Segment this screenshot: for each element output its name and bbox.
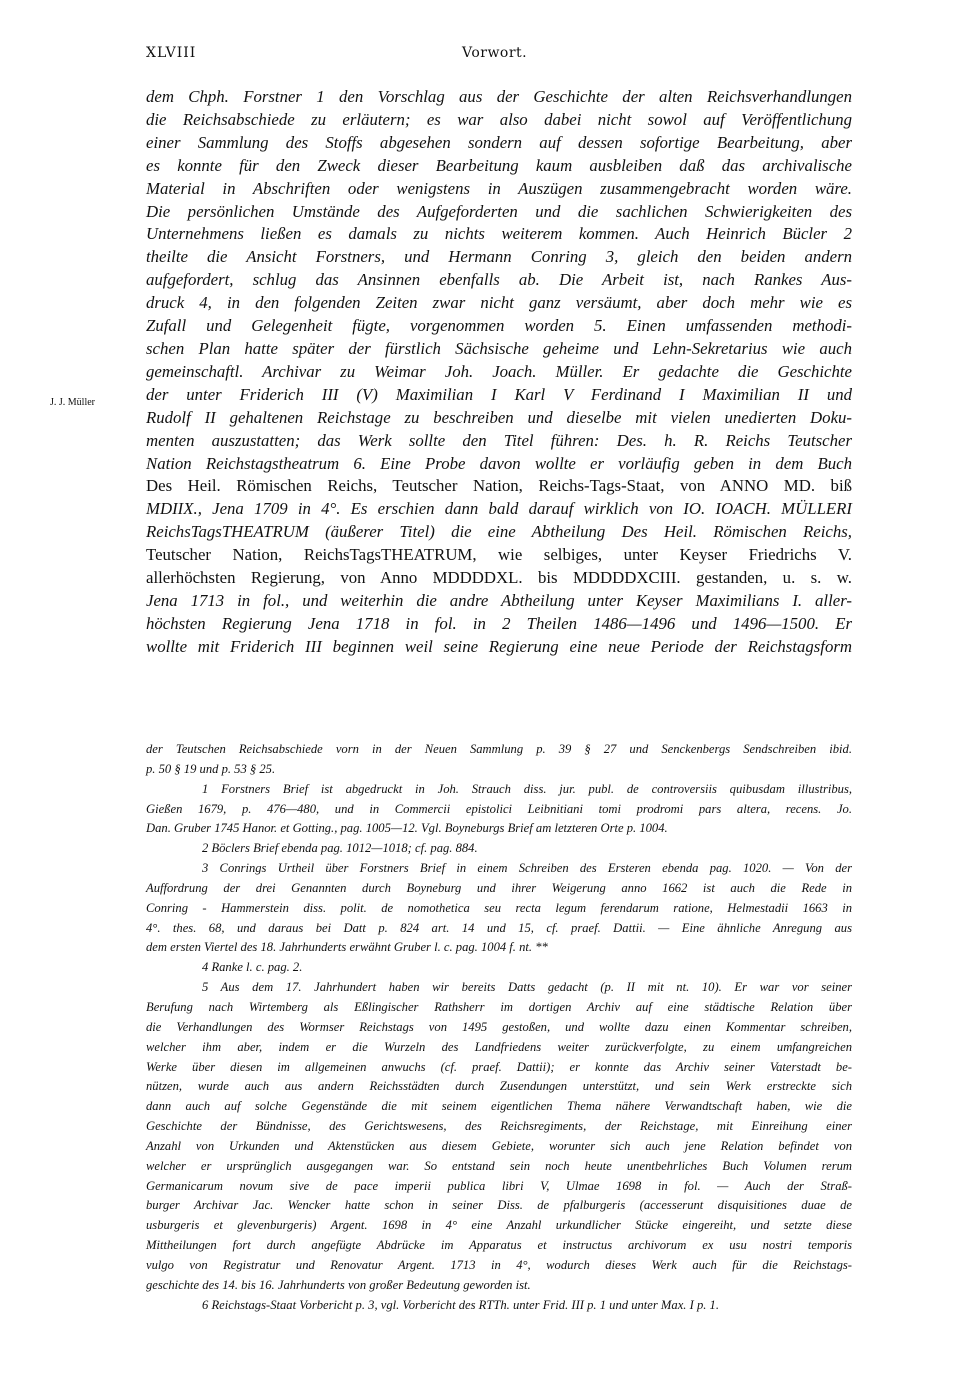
footnote-line: Berufung nach Wirtemberg als Eßlingischer Rathsherr im dortigen Archiv auf eine städtische Relation über <box>146 999 852 1014</box>
body-line: Des Heil. Römischen Reichs, Teutscher Nation, Reichs-Tags-Staat, von ANNO MD. biß <box>146 476 852 496</box>
footnote-line: Anzahl von Urkunden und Aktenstücken aus diesem Gebiete, worunter sich auch jene Relation befindet von <box>146 1138 852 1153</box>
body-line: theilte die Ansicht Forstners, und Hermann Conring 3, gleich den beiden andern <box>146 247 852 267</box>
footnote-line: 4°. thes. 68, und daraus bei Datt p. 824 art. 14 und 15, cf. praef. Dattii. — Eine ähnliche Anregung aus <box>146 920 852 935</box>
body-line: aufgefordert, schlug das Ansinnen ebenfalls ab. Die Arbeit ist, nach Rankes Aus- <box>146 270 852 290</box>
footnote-line: Dan. Gruber 1745 Hanor. et Gotting., pag. 1005—12. Vgl. Boyneburgs Brief am letzteren Orte p. 1004. <box>146 821 668 836</box>
footnote-line: geschichte des 14. bis 16. Jahrhunderts von großer Bedeutung geworden ist. <box>146 1277 531 1292</box>
body-line: MDIIX., Jena 1709 in 4°. Es erschien dann bald darauf wirklich von IO. IOACH. MÜLLERI <box>146 499 852 519</box>
body-line: der unter Friderich III (V) Maximilian I Karl V Ferdinand I Maximilian II und <box>146 384 852 404</box>
body-line: ReichsTagsTHEATRUM (äußerer Titel) die eine Abtheilung Des Heil. Römischen Reichs, <box>146 522 852 542</box>
margin-note: J. J. Müller <box>50 397 95 408</box>
body-line: dem Chph. Forstner 1 den Vorschlag aus der Geschichte der alten Reichsverhandlungen <box>146 87 852 106</box>
body-line: Die persönlichen Umstände des Aufgeforderten und die sachlichen Schwierigkeiten des <box>146 201 852 221</box>
footnote-line: die Verhandlungen des Wormser Reichstags von 1495 gestoßen, und wollte dazu einen Kommentar schreiben, <box>146 1019 852 1034</box>
footnote-line: 6 Reichstags-Staat Vorbericht p. 3, vgl. Vorbericht des RTTh. unter Frid. III p. 1 und unter Max. I p. 1. <box>202 1297 719 1312</box>
body-line: Nation Reichstagstheatrum 6. Eine Probe davon wollte er vorläufig geben in dem Buch <box>146 453 852 473</box>
body-line: gemeinschaftl. Archivar zu Weimar Joh. Joach. Müller. Er gedachte die Geschichte <box>146 361 852 381</box>
footnote-line: Conring - Hammerstein diss. polit. de nomothetica seu recta legum ferendarum ratione, Helmestadii 1663 in <box>146 900 852 915</box>
body-line: Jena 1713 in fol., und weiterhin die andre Abtheilung unter Keyser Maximilians I. aller- <box>146 590 852 610</box>
footnote-line: der Teutschen Reichsabschiede vorn in der Neuen Sammlung p. 39 § 27 und Senckenbergs Sendschreiben ibid. <box>146 742 852 756</box>
footnote-line: Geschichte der Bündnisse, des Gerichtswesens, des Reichsregiments, der Reichstage, mit Einreihung einer <box>146 1119 852 1134</box>
body-line: die Reichsabschiede zu erläutern; es war also dabei nicht sowol auf Veröffentlichung <box>146 109 852 129</box>
footnote-line: 2 Böclers Brief ebenda pag. 1012—1018; cf. pag. 884. <box>202 841 478 856</box>
body-line: es konnte für den Zweck dieser Bearbeitung kaum ausbleiben daß das archivalische <box>146 155 852 175</box>
footnotes <box>146 740 852 1315</box>
body-line: allerhöchsten Regierung, von Anno MDDDDXL. bis MDDDDXCIII. gestanden, u. s. w. <box>146 568 852 588</box>
footnote-line: 4 Ranke l. c. pag. 2. <box>202 960 303 975</box>
footnote-line: Mittheilungen fort durch angefügte Abdrücke im Apparatus et instructus archivorum ex usu nostri temporis <box>146 1238 852 1253</box>
running-title: Vorwort. <box>462 45 528 61</box>
footnote-line: dem ersten Viertel des 18. Jahrhunderts erwähnt Gruber l. c. pag. 1004 f. nt. ** <box>146 940 548 955</box>
body-text <box>146 86 852 659</box>
footnote-line: usburgeris et glevenburgeris) Argent. 1698 in 4° eine Anzahl urkundlicher Stücke eingereiht, und setzte diese <box>146 1218 852 1233</box>
footnote-line: p. 50 § 19 und p. 53 § 25. <box>146 761 276 776</box>
footnote-line: dann auch auf solche Gegenstände die mit seinem eigentlichen Thema nähere Verwandtschaft haben, wie die <box>146 1099 852 1114</box>
body-line: menten auszustatten; das Werk sollte den Titel führen: Des. h. R. Reichs Teutscher <box>146 430 852 450</box>
footnote-line: 3 Conrings Urtheil über Forstners Brief in einem Schreiben des Ersteren ebenda pag. 1020. — Von der <box>202 861 852 876</box>
body-line: Material in Abschriften oder wenigstens in Auszügen zusammengebracht worden wäre. <box>146 178 852 198</box>
footnote-line: 5 Aus dem 17. Jahrhundert haben wir bereits Datts gedacht (p. II mit nt. 10). Er war vor seiner <box>202 980 852 995</box>
body-line: wollte mit Friderich III beginnen weil seine Regierung eine neue Periode der Reichstagsform <box>146 636 852 656</box>
body-line: Rudolf II gehaltenen Reichstage zu beschreiben und dieselbe mit vielen unedierten Doku- <box>146 407 852 427</box>
body-line: schen Plan hatte später der fürstlich Sächsische geheime und Lehn-Sekretarius wie auch <box>146 338 852 358</box>
footnote-line: burger Archivar Jac. Wencker hatte schon in seiner Diss. de pfalburgeris (accesserunt disquisitiones duae de <box>146 1198 852 1213</box>
footnote-line: Werke über diesen im allgemeinen anwuchs (cf. praef. Dattii); er konnte das Archiv seiner Vaterstadt be- <box>146 1059 852 1074</box>
body-line: höchsten Regierung Jena 1718 in fol. in 2 Theilen 1486—1496 und 1496—1500. Er <box>146 613 852 633</box>
footnote-line: Germanicarum novum sive de pace imperii publica libri V, Ulmae 1698 in fol. — Auch der Straß- <box>146 1178 852 1193</box>
footnote-line: Auffordrung der drei Genannten durch Boyneburg und ihrer Weigerung anno 1662 ist auch die Rede in <box>146 880 852 895</box>
footnote-line: 1 Forstners Brief ist abgedruckt in Joh. Strauch diss. jur. publ. de controversiis quibusdam illustribus, <box>202 781 852 796</box>
body-line: druck 4, in den folgenden Zeiten zwar nicht ganz versäumt, aber doch mehr wie es <box>146 293 852 313</box>
footnote-line: nützen, wurde auch aus andern Reichsstädten durch Zusendungen unterstützt, und sein Werk erstreckte sich <box>146 1079 852 1094</box>
body-line: Unternehmens ließen es damals zu nichts weiterem kommen. Auch Heinrich Bücler 2 <box>146 224 852 244</box>
body-line: Teutscher Nation, ReichsTagsTHEATRUM, wie selbiges, unter Keyser Friedrichs V. <box>146 545 852 565</box>
footnote-line: welcher ihm aber, indem er die Wurzeln des Landfriedens weiter zurückverfolgte, zu einem umfangreichen <box>146 1039 852 1054</box>
footnote-line: welcher er ursprünglich ausgegangen war. So entstand sein noch heute unentbehrliches Buch Volumen rerum <box>146 1158 852 1173</box>
body-line: einer Sammlung des Stoffs abgesehen sondern auf dessen sofortige Bearbeitung, aber <box>146 132 852 152</box>
page-number: XLVIII <box>146 45 197 61</box>
footnote-line: vulgo von Registratur und Renovatur Argent. 1713 in 4°, wodurch dieses Werk auch für die Reichstags- <box>146 1257 852 1272</box>
body-line: Zufall und Gelegenheit fügte, vorgenommen worden 5. Einen umfassenden methodi- <box>146 316 852 336</box>
footnote-line: Gießen 1679, p. 476—480, und in Commercii epistolici Leibnitiani tomi prodromi pars altera, recens. Jo. <box>146 801 852 816</box>
